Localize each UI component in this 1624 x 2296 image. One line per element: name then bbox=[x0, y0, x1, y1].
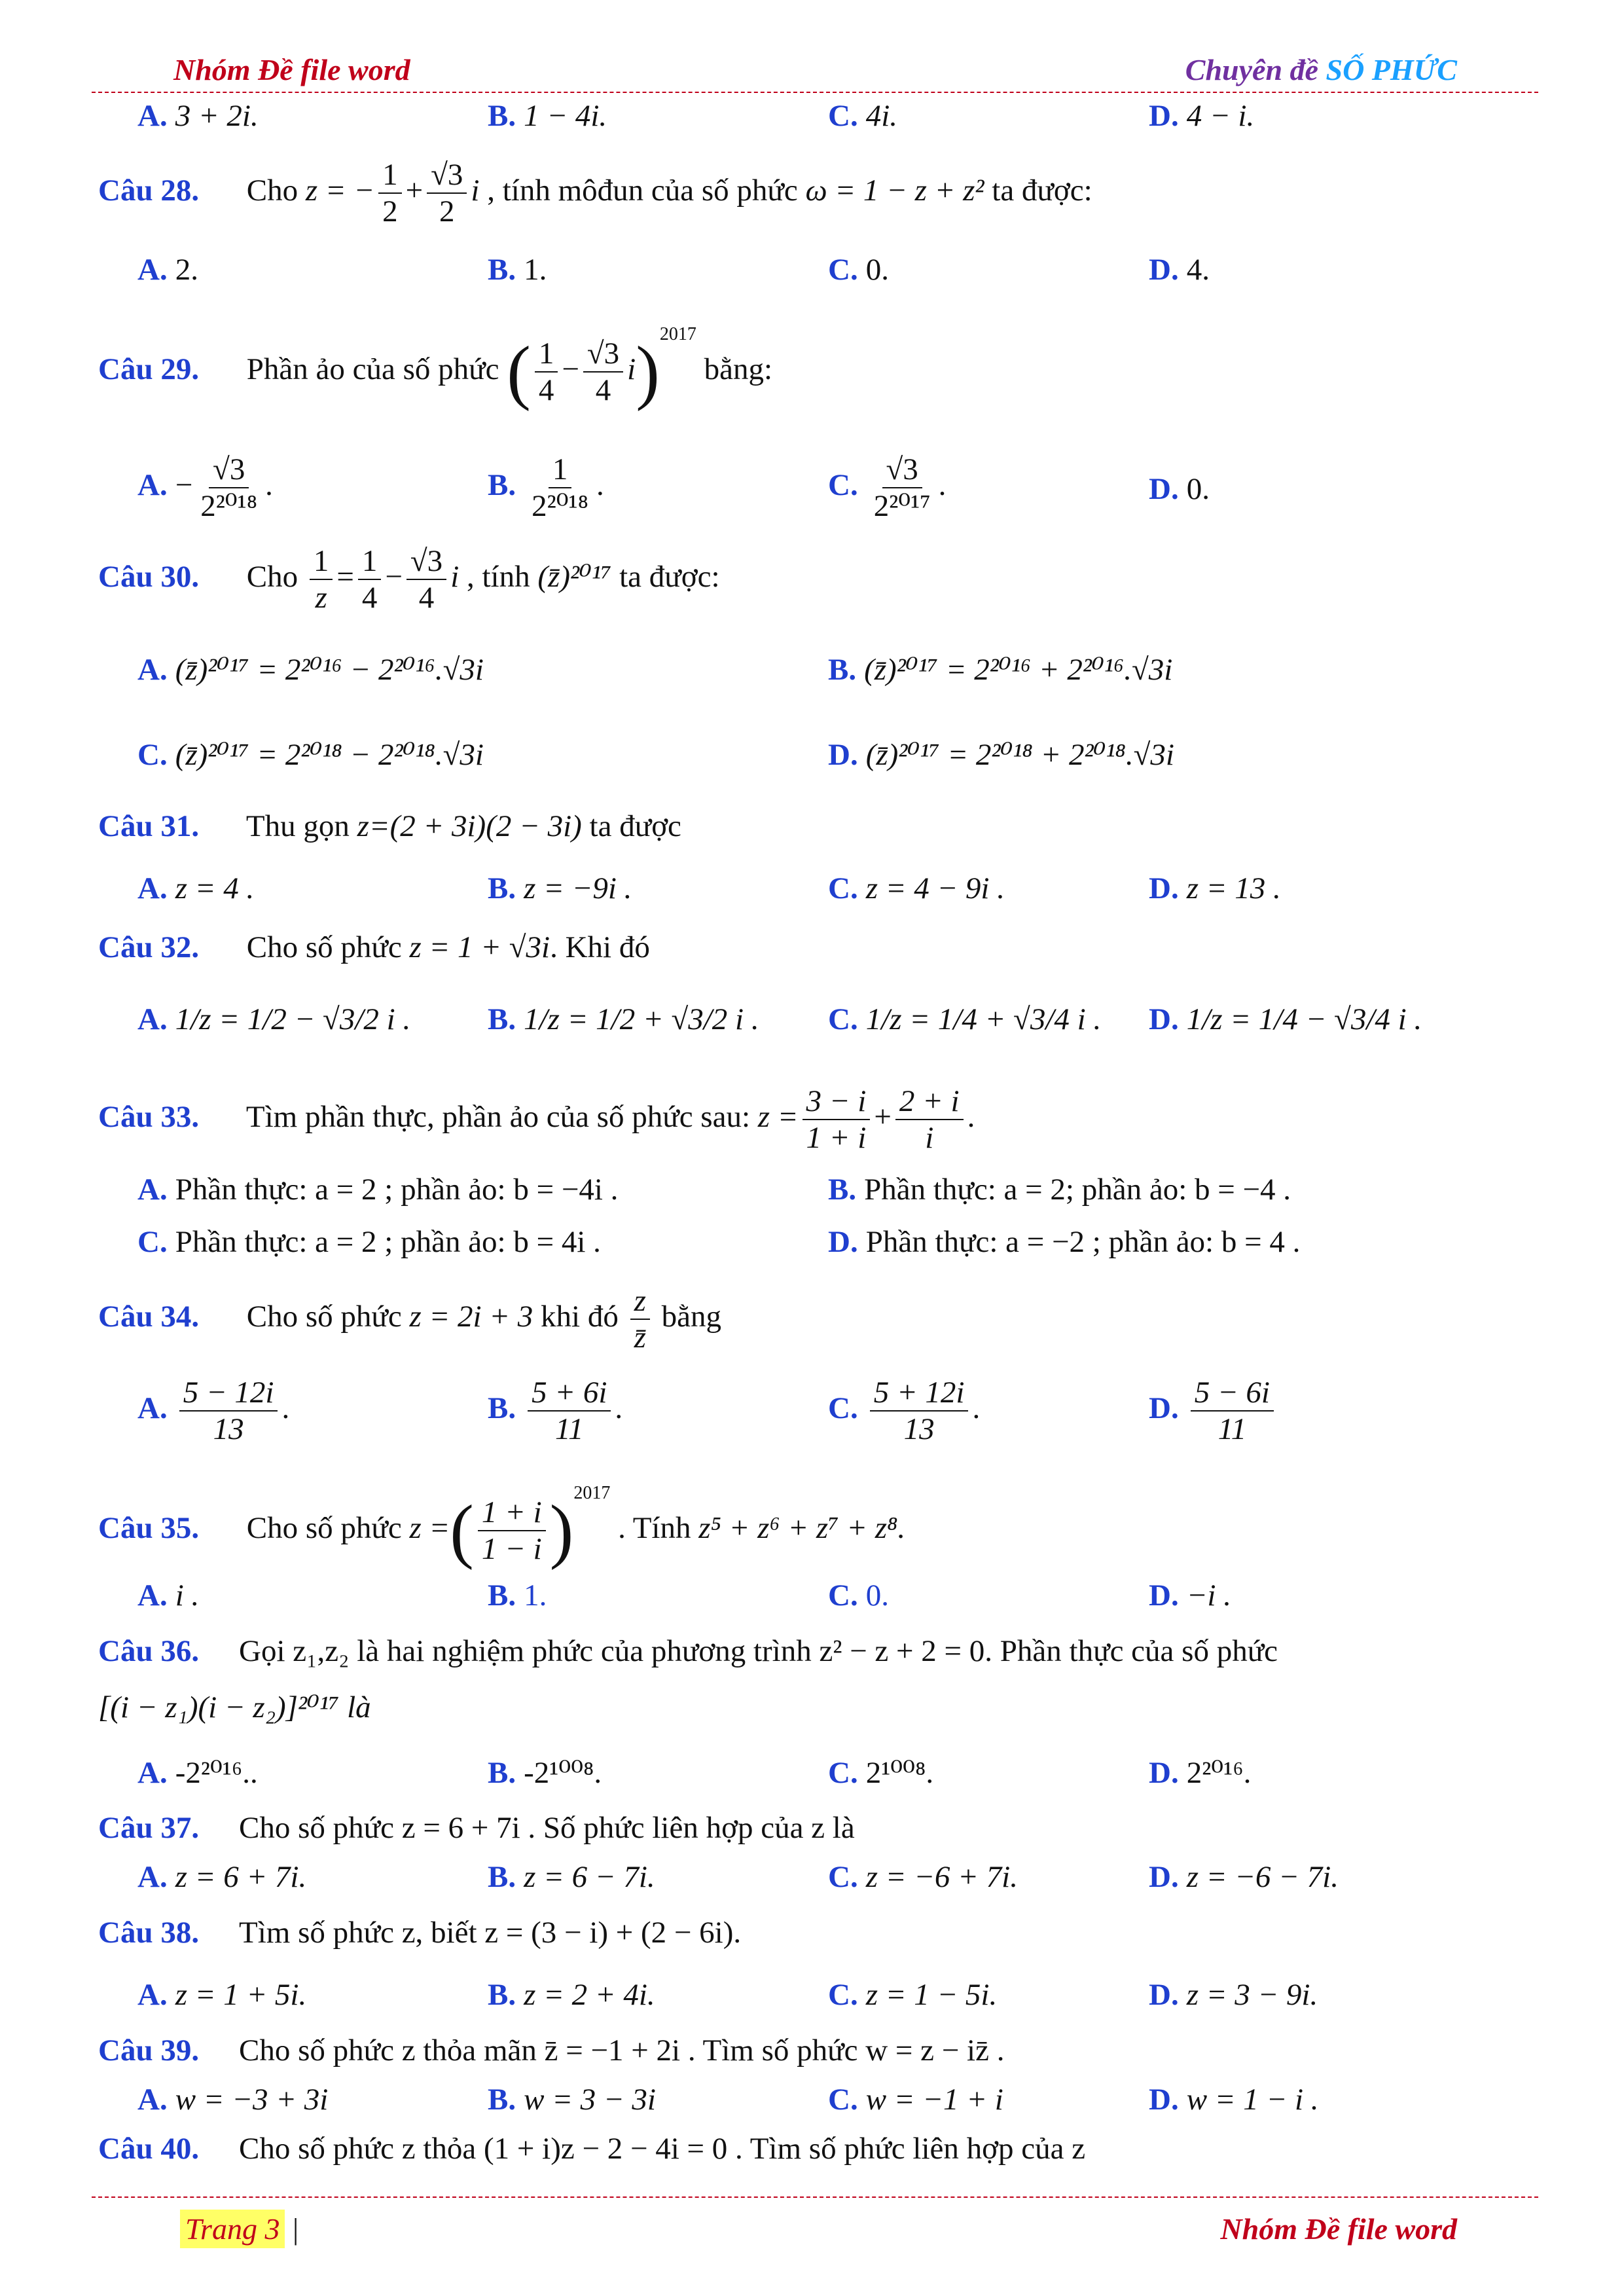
question-36 bbox=[98, 1633, 1278, 1669]
denominator: 4 bbox=[418, 581, 435, 615]
opt-key: C. bbox=[137, 738, 168, 772]
q37-options bbox=[0, 1859, 1624, 1912]
q35-options bbox=[0, 1578, 1624, 1630]
question-number: Câu 34. bbox=[98, 1299, 200, 1334]
opt-key: C. bbox=[137, 1225, 168, 1259]
q39-options bbox=[0, 2082, 1624, 2134]
q-math: z = bbox=[757, 1099, 799, 1134]
opt-value: Phần thực: a = 2; phần ảo: b = −4 . bbox=[864, 1173, 1291, 1207]
opt-key: D. bbox=[1149, 1002, 1179, 1036]
opt-key: B. bbox=[488, 871, 516, 905]
opt-value: (z̄)²⁰¹⁷ = 2²⁰¹⁸ + 2²⁰¹⁸.√3i bbox=[865, 738, 1174, 772]
opt-value: z = 4 − 9i . bbox=[865, 871, 1005, 905]
numerator: √3 bbox=[406, 543, 446, 580]
numerator: 1 bbox=[549, 452, 572, 488]
opt-value: 1. bbox=[524, 1578, 547, 1613]
opt-key: B. bbox=[488, 1391, 516, 1425]
footer-rule bbox=[92, 2196, 1538, 2198]
q-text: Cho số phức z thỏa mãn z̄ = −1 + 2i . Tìm số phức w = z − iz̄ . bbox=[239, 2033, 1005, 2068]
numerator: 1 bbox=[378, 157, 402, 194]
denominator: 2²⁰¹⁸ bbox=[200, 489, 258, 524]
opt-key: C. bbox=[828, 1860, 858, 1894]
opt-key: B. bbox=[828, 1173, 857, 1207]
q-text: Cho số phức z = 6 + 7i . Số phức liên hợp của z là bbox=[239, 1811, 855, 1845]
opt-key: B. bbox=[488, 1756, 516, 1790]
opt-key: B. bbox=[488, 467, 516, 502]
opt-key: C. bbox=[828, 1391, 858, 1425]
opt-key: C. bbox=[828, 1978, 858, 2012]
opt-key: C. bbox=[828, 253, 858, 287]
question-29: Câu 29. Phần ảo của số phức ( $\frac{1}{4}$ − $\frac{√3}{4}$ i)$^{2017}$ bằng: bbox=[98, 324, 773, 412]
q30-options-row1 bbox=[0, 651, 1624, 704]
opt-key: A. bbox=[137, 467, 168, 502]
opt-key: A. bbox=[137, 1578, 168, 1613]
denominator: 4 bbox=[538, 373, 554, 408]
numerator: 1 bbox=[358, 543, 382, 580]
opt-value: z = 1 − 5i. bbox=[865, 1978, 998, 2012]
fraction bbox=[528, 1375, 611, 1447]
fraction bbox=[630, 1283, 650, 1355]
numerator: 3 − i bbox=[803, 1084, 871, 1120]
q-math: = bbox=[336, 559, 354, 594]
opt-key: C. bbox=[828, 2083, 858, 2117]
opt-key: A. bbox=[137, 2083, 168, 2117]
question-38 bbox=[98, 1915, 741, 1950]
opt-value: z = −9i . bbox=[524, 871, 632, 905]
fraction bbox=[179, 1375, 278, 1447]
denominator: 2 bbox=[382, 194, 398, 229]
denominator: 13 bbox=[213, 1412, 244, 1447]
denominator: z bbox=[315, 581, 327, 615]
opt-key: B. bbox=[488, 1860, 516, 1894]
denominator: 2 bbox=[439, 194, 455, 229]
opt-value: Phần thực: a = −2 ; phần ảo: b = 4 . bbox=[865, 1225, 1301, 1259]
opt-value: z = 13 . bbox=[1186, 871, 1281, 905]
q-math: i bbox=[450, 559, 460, 594]
denominator: z̄ bbox=[634, 1321, 646, 1355]
opt-key: A. bbox=[137, 1756, 168, 1790]
numerator: 5 + 6i bbox=[528, 1375, 611, 1412]
opt-key: D. bbox=[1149, 472, 1179, 506]
opt-value: i . bbox=[175, 1578, 200, 1613]
opt-value: w = −3 + 3i bbox=[175, 2083, 329, 2117]
opt-value: (z̄)²⁰¹⁷ = 2²⁰¹⁶ − 2²⁰¹⁶.√3i bbox=[175, 653, 484, 687]
opt-key: B. bbox=[488, 253, 516, 287]
q-text: Cho bbox=[246, 559, 298, 594]
q-math: + bbox=[405, 173, 424, 208]
q-text: Cho số phức bbox=[246, 1511, 402, 1545]
question-number: Câu 35. bbox=[98, 1511, 200, 1545]
denominator: 2²⁰¹⁸ bbox=[532, 489, 589, 524]
q-text: . Khi đó bbox=[550, 930, 650, 964]
q30-options-row2 bbox=[0, 737, 1624, 789]
opt-key: B. bbox=[488, 1578, 516, 1613]
q-math: i bbox=[627, 352, 636, 386]
opt-key: D. bbox=[1149, 99, 1179, 133]
opt-value: -2¹⁰⁰⁸. bbox=[524, 1756, 602, 1790]
opt-key: B. bbox=[488, 1002, 516, 1036]
opt-value: z = 1 + 5i. bbox=[175, 1978, 307, 2012]
numerator: 5 − 12i bbox=[179, 1375, 278, 1412]
opt-value: z = 6 + 7i. bbox=[175, 1860, 307, 1894]
q34-options: A. $\frac{5 - 12i}{13}$ . B. $\frac{5 + 6i}{11}$ . C. $\frac{5 + 12i}{13}$ . D. $\frac{5 - 6i}{11}$ bbox=[0, 1375, 1624, 1427]
q-math: z = bbox=[409, 1511, 450, 1545]
q-text: ta được bbox=[589, 809, 681, 843]
q29-options: A. − $\frac{√3}{\text{2²⁰¹⁸}}$ . B. $\frac{1}{\text{2²⁰¹⁸}}$ . C. $\frac{√3}{\text{2²⁰¹⁷}}$ . D. 0. bbox=[137, 452, 1210, 524]
numerator: 1 bbox=[310, 543, 333, 580]
opt-key: B. bbox=[488, 99, 516, 133]
opt-key: C. bbox=[828, 1002, 858, 1036]
opt-value: 4i. bbox=[865, 99, 898, 133]
q-text: Thu gọn bbox=[245, 809, 350, 843]
opt-value: 0. bbox=[865, 253, 889, 287]
q33-options-row2 bbox=[0, 1224, 1624, 1277]
q-math: [(i − z₁)(i − z₂)]²⁰¹⁷ là bbox=[98, 1690, 371, 1724]
q32-options bbox=[0, 1002, 1624, 1054]
denominator: 4 bbox=[595, 373, 611, 408]
q-text: Cho bbox=[246, 173, 298, 208]
opt-value: 1. bbox=[524, 253, 547, 287]
q-math: z=(2 + 3i)(2 − 3i) bbox=[357, 809, 582, 843]
question-33 bbox=[98, 1084, 975, 1156]
fraction bbox=[870, 452, 935, 524]
q-text: Cho số phức bbox=[246, 930, 402, 964]
numerator: √3 bbox=[583, 336, 623, 373]
opt-key: C. bbox=[828, 871, 858, 905]
fraction bbox=[406, 543, 446, 615]
fraction bbox=[478, 1495, 546, 1567]
opt-key: A. bbox=[137, 99, 168, 133]
opt-value: (z̄)²⁰¹⁷ = 2²⁰¹⁸ − 2²⁰¹⁸.√3i bbox=[175, 738, 484, 772]
opt-value: 4. bbox=[1186, 253, 1210, 287]
q-math: − bbox=[385, 559, 403, 594]
question-number: Câu 33. bbox=[98, 1099, 200, 1134]
denominator: 13 bbox=[903, 1412, 935, 1447]
q33-options-row1 bbox=[0, 1172, 1624, 1224]
opt-key: C. bbox=[828, 99, 858, 133]
opt-key: B. bbox=[828, 653, 857, 687]
opt-value: z = 4 . bbox=[175, 871, 255, 905]
q-math: i bbox=[471, 173, 480, 208]
denominator: 4 bbox=[361, 581, 378, 615]
q-math: z⁵ + z⁶ + z⁷ + z⁸. bbox=[698, 1511, 906, 1545]
question-number: Câu 28. bbox=[98, 173, 200, 208]
opt-value: w = 3 − 3i bbox=[524, 2083, 656, 2117]
header-right bbox=[1185, 52, 1457, 87]
opt-value: Phần thực: a = 2 ; phần ảo: b = 4i . bbox=[175, 1225, 601, 1259]
header-accent: SỐ PHỨC bbox=[1326, 53, 1457, 86]
question-40 bbox=[98, 2131, 1085, 2166]
opt-key: D. bbox=[828, 1225, 858, 1259]
q-math: (z̄)²⁰¹⁷ bbox=[537, 559, 612, 594]
header-left: Nhóm Đề file word bbox=[173, 53, 410, 86]
opt-key: A. bbox=[137, 1002, 168, 1036]
opt-value: z = 3 − 9i. bbox=[1186, 1978, 1318, 2012]
opt-value: (z̄)²⁰¹⁷ = 2²⁰¹⁶ + 2²⁰¹⁶.√3i bbox=[864, 653, 1173, 687]
fraction bbox=[310, 543, 333, 615]
q-text: Phần ảo của số phức bbox=[246, 352, 499, 386]
fraction bbox=[358, 543, 382, 615]
question-number: Câu 30. bbox=[98, 559, 200, 594]
opt-value: 2¹⁰⁰⁸. bbox=[865, 1756, 934, 1790]
opt-value: 0. bbox=[1186, 472, 1210, 506]
footer-separator: | bbox=[292, 2212, 299, 2246]
header-rule bbox=[92, 92, 1538, 93]
footer-page bbox=[180, 2212, 298, 2246]
header-prefix: Chuyên đề bbox=[1185, 53, 1318, 86]
q31-options bbox=[0, 871, 1624, 923]
numerator: 5 − 6i bbox=[1191, 1375, 1274, 1412]
fraction bbox=[378, 157, 402, 229]
q-text: Cho số phức z thỏa (1 + i)z − 2 − 4i = 0 . Tìm số phức liên hợp của z bbox=[239, 2132, 1086, 2166]
opt-key: D. bbox=[1149, 1978, 1179, 2012]
opt-value: 2²⁰¹⁶. bbox=[1186, 1756, 1252, 1790]
opt-value: 1/z = 1/2 − √3/2 i . bbox=[175, 1002, 411, 1036]
opt-key: A. bbox=[137, 1391, 168, 1425]
opt-value: 3 + 2i. bbox=[175, 99, 259, 133]
numerator: 5 + 12i bbox=[870, 1375, 969, 1412]
q-text: bằng: bbox=[704, 352, 773, 386]
opt-value: −i . bbox=[1186, 1578, 1231, 1613]
q28-options bbox=[0, 252, 1624, 304]
opt-key: D. bbox=[1149, 871, 1179, 905]
numerator: 1 + i bbox=[478, 1495, 546, 1531]
q-text: khi đó bbox=[541, 1299, 619, 1334]
denominator: 2²⁰¹⁷ bbox=[873, 489, 931, 524]
opt-key: A. bbox=[137, 1173, 168, 1207]
q-text: Gọi z₁,z₂ là hai nghiệm phức của phương trình z² − z + 2 = 0. Phần thực của số phức bbox=[239, 1634, 1278, 1668]
q-math: z = − bbox=[305, 173, 375, 208]
numerator: √3 bbox=[209, 452, 249, 488]
q-text: . Tính bbox=[618, 1511, 691, 1545]
q36-options bbox=[0, 1755, 1624, 1807]
q-math: . bbox=[967, 1099, 975, 1134]
q-text: ta được: bbox=[619, 559, 720, 594]
q-text: ta được: bbox=[992, 173, 1092, 208]
opt-key: D. bbox=[828, 738, 858, 772]
opt-key: D. bbox=[1149, 1391, 1179, 1425]
q-text: Tìm số phức z, biết z = (3 − i) + (2 − 6i). bbox=[239, 1916, 742, 1950]
opt-key: D. bbox=[1149, 1578, 1179, 1613]
question-number: Câu 40. bbox=[98, 2132, 200, 2166]
question-number: Câu 39. bbox=[98, 2033, 200, 2068]
q-text: bằng bbox=[661, 1299, 721, 1334]
q38-options bbox=[0, 1977, 1624, 2030]
question-number: Câu 32. bbox=[98, 930, 200, 964]
numerator: √3 bbox=[882, 452, 922, 488]
fraction bbox=[895, 1084, 964, 1156]
denominator: 11 bbox=[554, 1412, 584, 1447]
question-32 bbox=[98, 930, 650, 965]
opt-value: 1/z = 1/2 + √3/2 i . bbox=[524, 1002, 759, 1036]
opt-key: C. bbox=[828, 1578, 858, 1613]
denominator: 1 − i bbox=[481, 1532, 542, 1567]
q-text: , tính bbox=[467, 559, 530, 594]
opt-value: w = 1 − i . bbox=[1186, 2083, 1319, 2117]
opt-value: 1/z = 1/4 + √3/4 i . bbox=[865, 1002, 1102, 1036]
numerator: √3 bbox=[427, 157, 467, 194]
question-number: Câu 37. bbox=[98, 1811, 200, 1845]
opt-value: -2²⁰¹⁶.. bbox=[175, 1756, 258, 1790]
opt-value: 1/z = 1/4 − √3/4 i . bbox=[1186, 1002, 1422, 1036]
opt-key: A. bbox=[137, 1978, 168, 2012]
question-number: Câu 38. bbox=[98, 1916, 200, 1950]
q-math: − bbox=[562, 352, 579, 386]
question-31 bbox=[98, 809, 681, 844]
q-text: Tìm phần thực, phần ảo của số phức sau: bbox=[245, 1099, 751, 1134]
fraction bbox=[803, 1084, 871, 1156]
footer-right: Nhóm Đề file word bbox=[1220, 2212, 1457, 2246]
opt-value: − bbox=[175, 467, 193, 502]
fraction bbox=[535, 336, 558, 408]
opt-key: A. bbox=[137, 653, 168, 687]
opt-value: w = −1 + i bbox=[865, 2083, 1003, 2117]
opt-value: 2. bbox=[175, 253, 198, 287]
opt-key: A. bbox=[137, 871, 168, 905]
opt-key: B. bbox=[488, 2083, 516, 2117]
opt-key: A. bbox=[137, 253, 168, 287]
opt-key: C. bbox=[828, 467, 858, 502]
question-number: Câu 29. bbox=[98, 352, 200, 386]
question-28 bbox=[98, 157, 1092, 229]
opt-value: z = 2 + 4i. bbox=[524, 1978, 655, 2012]
fraction bbox=[528, 452, 592, 524]
opt-value: 0. bbox=[865, 1578, 889, 1613]
numerator: 1 bbox=[535, 336, 558, 373]
denominator: i bbox=[925, 1121, 934, 1156]
q-math: ω = 1 − z + z² bbox=[805, 173, 984, 208]
q-text: Cho số phức bbox=[246, 1299, 402, 1334]
opt-value: z = −6 + 7i. bbox=[865, 1860, 1018, 1894]
opt-key: D. bbox=[1149, 253, 1179, 287]
top-options bbox=[0, 98, 1624, 151]
fraction bbox=[427, 157, 467, 229]
fraction bbox=[196, 452, 261, 524]
fraction bbox=[870, 1375, 969, 1447]
opt-value: z = −6 − 7i. bbox=[1186, 1860, 1339, 1894]
question-36-line2 bbox=[98, 1689, 371, 1725]
numerator: z bbox=[630, 1283, 650, 1320]
question-number: Câu 36. bbox=[98, 1634, 200, 1668]
question-37 bbox=[98, 1810, 855, 1846]
numerator: 2 + i bbox=[895, 1084, 964, 1120]
opt-value: 1 − 4i. bbox=[524, 99, 607, 133]
denominator: 11 bbox=[1218, 1412, 1247, 1447]
opt-key: A. bbox=[137, 1860, 168, 1894]
opt-key: D. bbox=[1149, 1860, 1179, 1894]
question-34 bbox=[98, 1283, 721, 1355]
q-math: z = 2i + 3 bbox=[409, 1299, 533, 1334]
question-39 bbox=[98, 2033, 1004, 2068]
q-math: z = 1 + √3i bbox=[409, 930, 550, 964]
question-30 bbox=[98, 543, 720, 615]
question-number: Câu 31. bbox=[98, 809, 200, 843]
exponent: 2017 bbox=[573, 1483, 611, 1503]
q-math: + bbox=[874, 1099, 892, 1134]
opt-value: Phần thực: a = 2 ; phần ảo: b = −4i . bbox=[175, 1173, 619, 1207]
opt-value: 4 − i. bbox=[1186, 99, 1255, 133]
opt-key: C. bbox=[828, 1756, 858, 1790]
denominator: 1 + i bbox=[806, 1121, 867, 1156]
q-text: , tính môđun của số phức bbox=[487, 173, 798, 208]
exponent: 2017 bbox=[659, 324, 696, 344]
question-35: Câu 35. Cho số phức z =( $\frac{1 + i}{1 - i}$ )$^{2017}$ . Tính z⁵ + z⁶ + z⁷ + z⁸. bbox=[98, 1483, 906, 1571]
fraction bbox=[583, 336, 623, 408]
opt-key: B. bbox=[488, 1978, 516, 2012]
page-number: Trang 3 bbox=[180, 2210, 285, 2248]
opt-key: D. bbox=[1149, 2083, 1179, 2117]
opt-value: z = 6 − 7i. bbox=[524, 1860, 655, 1894]
fraction bbox=[1191, 1375, 1274, 1447]
opt-key: D. bbox=[1149, 1756, 1179, 1790]
